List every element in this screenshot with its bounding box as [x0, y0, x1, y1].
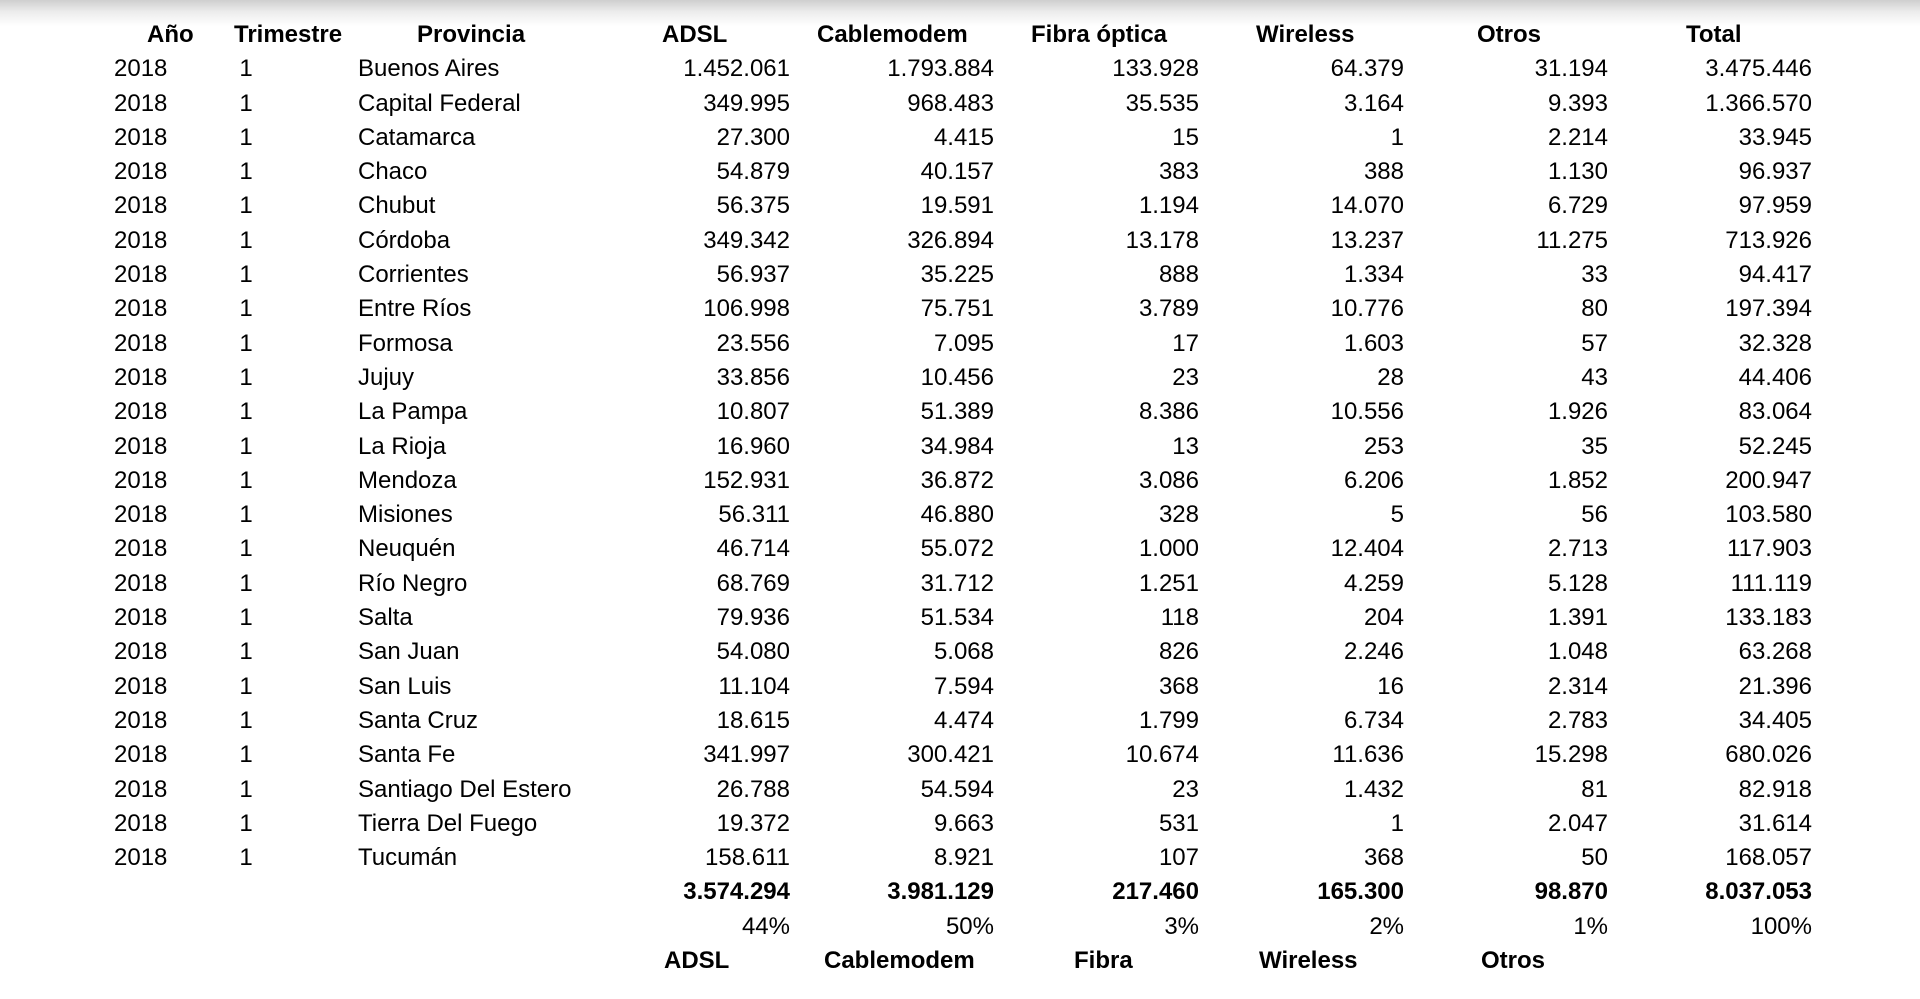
- cell-wireless: 2.246: [1343, 638, 1404, 666]
- cell-fibra: 17: [1172, 329, 1199, 357]
- cell-wireless: 6.206: [1343, 466, 1404, 494]
- cell-cablemodem: 7.095: [933, 329, 994, 357]
- table-row: [0, 52, 1920, 86]
- cell-total: 52.245: [1738, 432, 1812, 460]
- cell-trimestre: 1: [239, 569, 253, 597]
- cell-anio: 2018: [114, 123, 168, 151]
- total-wireless: 165.300: [1317, 878, 1404, 906]
- cell-otros: 43: [1581, 363, 1608, 391]
- cell-adsl: 341.997: [703, 741, 790, 769]
- cell-provincia: Mendoza: [358, 466, 457, 494]
- cell-wireless: 28: [1377, 363, 1404, 391]
- cell-provincia: Santiago Del Estero: [358, 775, 572, 803]
- cell-total: 83.064: [1738, 398, 1812, 426]
- cell-trimestre: 1: [239, 432, 253, 460]
- table-row: [0, 807, 1920, 841]
- cell-trimestre: 1: [239, 604, 253, 632]
- cell-otros: 35: [1581, 432, 1608, 460]
- cell-provincia: Chubut: [358, 192, 436, 220]
- cell-wireless: 204: [1363, 604, 1404, 632]
- cell-cablemodem: 51.534: [920, 604, 994, 632]
- table-row: [0, 258, 1920, 292]
- cell-fibra: 107: [1158, 844, 1199, 872]
- cell-anio: 2018: [114, 809, 168, 837]
- cell-otros: 2.783: [1547, 706, 1608, 734]
- cell-provincia: Salta: [358, 604, 413, 632]
- cell-total: 117.903: [1727, 535, 1812, 563]
- table-row: [0, 189, 1920, 223]
- cell-fibra: 3.789: [1138, 295, 1199, 323]
- total-fibra: 217.460: [1112, 878, 1199, 906]
- cell-otros: 2.314: [1547, 672, 1608, 700]
- cell-anio: 2018: [114, 741, 168, 769]
- table-row: [0, 567, 1920, 601]
- header-provincia: Provincia: [417, 21, 526, 48]
- cell-cablemodem: 31.712: [920, 569, 994, 597]
- header-fibra: Fibra óptica: [1031, 21, 1168, 48]
- cell-provincia: Córdoba: [358, 226, 451, 254]
- cell-cablemodem: 4.474: [933, 706, 994, 734]
- cell-cablemodem: 968.483: [907, 89, 994, 117]
- table-row: [0, 361, 1920, 395]
- cell-trimestre: 1: [239, 123, 253, 151]
- cell-adsl: 1.452.061: [683, 55, 790, 83]
- cell-trimestre: 1: [239, 295, 253, 323]
- cell-wireless: 1: [1390, 123, 1404, 151]
- cell-adsl: 158.611: [705, 844, 790, 872]
- cell-anio: 2018: [114, 192, 168, 220]
- cell-fibra: 1.194: [1138, 192, 1199, 220]
- cell-trimestre: 1: [239, 55, 253, 83]
- cell-cablemodem: 326.894: [907, 226, 994, 254]
- table-row: [0, 738, 1920, 772]
- cell-adsl: 19.372: [716, 809, 790, 837]
- cell-adsl: 54.879: [716, 158, 790, 186]
- table-row: [0, 464, 1920, 498]
- cell-total: 82.918: [1738, 775, 1812, 803]
- cell-wireless: 11.636: [1332, 741, 1404, 769]
- header-row: [0, 18, 1920, 52]
- cell-wireless: 1: [1390, 809, 1404, 837]
- cell-otros: 56: [1581, 501, 1608, 529]
- cell-total: 1.366.570: [1705, 89, 1812, 117]
- cell-adsl: 152.931: [703, 466, 790, 494]
- cell-trimestre: 1: [239, 672, 253, 700]
- cell-anio: 2018: [114, 158, 168, 186]
- cell-cablemodem: 54.594: [920, 775, 994, 803]
- cell-cablemodem: 7.594: [933, 672, 994, 700]
- cell-wireless: 3.164: [1343, 89, 1404, 117]
- table-row: [0, 532, 1920, 566]
- cell-provincia: Río Negro: [358, 569, 468, 597]
- cell-wireless: 5: [1390, 501, 1404, 529]
- cell-total: 133.183: [1725, 604, 1812, 632]
- footer-label-fibra: Fibra: [1074, 947, 1133, 975]
- cell-anio: 2018: [114, 89, 168, 117]
- cell-total: 680.026: [1725, 741, 1812, 769]
- cell-provincia: Tucumán: [358, 844, 458, 872]
- cell-anio: 2018: [114, 501, 168, 529]
- cell-provincia: Entre Ríos: [358, 295, 472, 323]
- cell-adsl: 106.998: [703, 295, 790, 323]
- cell-cablemodem: 1.793.884: [887, 55, 994, 83]
- cell-provincia: Capital Federal: [358, 89, 521, 117]
- cell-trimestre: 1: [239, 226, 253, 254]
- cell-otros: 50: [1581, 844, 1608, 872]
- cell-wireless: 368: [1363, 844, 1404, 872]
- cell-cablemodem: 19.591: [920, 192, 994, 220]
- header-total: Total: [1686, 21, 1742, 48]
- table-row: [0, 773, 1920, 807]
- cell-total: 21.396: [1738, 672, 1812, 700]
- table-row: [0, 121, 1920, 155]
- cell-otros: 2.047: [1547, 809, 1608, 837]
- cell-provincia: Formosa: [358, 329, 453, 357]
- pct-cablemodem: 50%: [945, 912, 994, 940]
- cell-adsl: 26.788: [716, 775, 790, 803]
- cell-total: 197.394: [1725, 295, 1812, 323]
- cell-otros: 2.713: [1547, 535, 1608, 563]
- cell-total: 32.328: [1738, 329, 1812, 357]
- cell-fibra: 1.799: [1138, 706, 1199, 734]
- cell-cablemodem: 46.880: [920, 501, 994, 529]
- cell-provincia: Tierra Del Fuego: [358, 809, 538, 837]
- cell-trimestre: 1: [239, 466, 253, 494]
- table-row: [0, 601, 1920, 635]
- cell-fibra: 328: [1158, 501, 1199, 529]
- cell-wireless: 12.404: [1330, 535, 1404, 563]
- cell-provincia: Neuquén: [358, 535, 456, 563]
- cell-anio: 2018: [114, 466, 168, 494]
- table-row: [0, 395, 1920, 429]
- cell-total: 63.268: [1738, 638, 1812, 666]
- header-wireless: Wireless: [1256, 21, 1355, 48]
- cell-fibra: 1.251: [1138, 569, 1199, 597]
- cell-wireless: 10.776: [1330, 295, 1404, 323]
- cell-fibra: 3.086: [1138, 466, 1199, 494]
- cell-adsl: 349.342: [703, 226, 790, 254]
- cell-trimestre: 1: [239, 706, 253, 734]
- cell-cablemodem: 4.415: [933, 123, 994, 151]
- footer-label-cablemodem: Cablemodem: [824, 947, 975, 975]
- cell-cablemodem: 55.072: [920, 535, 994, 563]
- cell-cablemodem: 40.157: [920, 158, 994, 186]
- cell-adsl: 27.300: [716, 123, 790, 151]
- cell-fibra: 23: [1172, 775, 1199, 803]
- cell-anio: 2018: [114, 329, 168, 357]
- cell-otros: 57: [1581, 329, 1608, 357]
- cell-adsl: 54.080: [716, 638, 790, 666]
- cell-otros: 6.729: [1547, 192, 1608, 220]
- cell-fibra: 23: [1172, 363, 1199, 391]
- cell-total: 168.057: [1725, 844, 1812, 872]
- cell-fibra: 13: [1172, 432, 1199, 460]
- cell-trimestre: 1: [239, 89, 253, 117]
- cell-anio: 2018: [114, 638, 168, 666]
- header-adsl: ADSL: [662, 21, 728, 48]
- header-otros: Otros: [1477, 21, 1542, 48]
- cell-fibra: 826: [1158, 638, 1199, 666]
- cell-adsl: 46.714: [716, 535, 790, 563]
- cell-otros: 33: [1581, 261, 1608, 289]
- cell-cablemodem: 35.225: [920, 261, 994, 289]
- cell-adsl: 349.995: [703, 89, 790, 117]
- cell-wireless: 1.603: [1343, 329, 1404, 357]
- cell-adsl: 10.807: [716, 398, 790, 426]
- cell-provincia: Jujuy: [358, 363, 415, 391]
- cell-total: 44.406: [1738, 363, 1812, 391]
- cell-otros: 1.926: [1547, 398, 1608, 426]
- cell-provincia: San Luis: [358, 672, 452, 700]
- percentages-row: [0, 910, 1920, 944]
- cell-adsl: 56.937: [716, 261, 790, 289]
- cell-trimestre: 1: [239, 809, 253, 837]
- cell-anio: 2018: [114, 295, 168, 323]
- cell-wireless: 6.734: [1343, 706, 1404, 734]
- cell-otros: 81: [1581, 775, 1608, 803]
- pct-wireless: 2%: [1369, 912, 1404, 940]
- cell-anio: 2018: [114, 844, 168, 872]
- cell-anio: 2018: [114, 706, 168, 734]
- cell-fibra: 888: [1158, 261, 1199, 289]
- cell-fibra: 368: [1158, 672, 1199, 700]
- cell-cablemodem: 34.984: [920, 432, 994, 460]
- cell-trimestre: 1: [239, 741, 253, 769]
- footer-label-wireless: Wireless: [1259, 947, 1358, 975]
- cell-wireless: 4.259: [1343, 569, 1404, 597]
- cell-anio: 2018: [114, 432, 168, 460]
- pct-otros: 1%: [1573, 912, 1608, 940]
- cell-fibra: 15: [1172, 123, 1199, 151]
- cell-provincia: La Rioja: [358, 432, 447, 460]
- cell-wireless: 253: [1363, 432, 1404, 460]
- totals-row: [0, 875, 1920, 909]
- cell-fibra: 1.000: [1138, 535, 1199, 563]
- cell-fibra: 13.178: [1125, 226, 1199, 254]
- cell-trimestre: 1: [239, 192, 253, 220]
- cell-provincia: Catamarca: [358, 123, 476, 151]
- table-row: [0, 704, 1920, 738]
- cell-provincia: San Juan: [358, 638, 460, 666]
- cell-wireless: 1.432: [1343, 775, 1404, 803]
- cell-otros: 1.852: [1547, 466, 1608, 494]
- table-row: [0, 292, 1920, 326]
- cell-provincia: Chaco: [358, 158, 428, 186]
- cell-cablemodem: 10.456: [920, 363, 994, 391]
- cell-wireless: 1.334: [1343, 261, 1404, 289]
- cell-total: 103.580: [1725, 501, 1812, 529]
- cell-total: 96.937: [1738, 158, 1812, 186]
- cell-fibra: 531: [1158, 809, 1199, 837]
- table-row: [0, 327, 1920, 361]
- pct-adsl: 44%: [741, 912, 790, 940]
- cell-trimestre: 1: [239, 158, 253, 186]
- cell-trimestre: 1: [239, 535, 253, 563]
- cell-anio: 2018: [114, 535, 168, 563]
- cell-fibra: 383: [1158, 158, 1199, 186]
- spreadsheet-table: [0, 18, 1920, 978]
- cell-otros: 15.298: [1534, 741, 1608, 769]
- cell-anio: 2018: [114, 261, 168, 289]
- cell-wireless: 14.070: [1330, 192, 1404, 220]
- cell-adsl: 16.960: [716, 432, 790, 460]
- cell-otros: 2.214: [1547, 123, 1608, 151]
- cell-total: 94.417: [1738, 261, 1812, 289]
- cell-total: 34.405: [1738, 706, 1812, 734]
- table-row: [0, 430, 1920, 464]
- cell-otros: 5.128: [1547, 569, 1608, 597]
- footer-label-adsl: ADSL: [664, 947, 730, 975]
- cell-adsl: 11.104: [718, 672, 790, 700]
- cell-wireless: 13.237: [1330, 226, 1404, 254]
- header-anio: Año: [147, 21, 194, 48]
- table-row: [0, 498, 1920, 532]
- cell-wireless: 388: [1363, 158, 1404, 186]
- cell-fibra: 10.674: [1125, 741, 1199, 769]
- cell-total: 713.926: [1725, 226, 1812, 254]
- cell-adsl: 18.615: [716, 706, 790, 734]
- cell-adsl: 23.556: [716, 329, 790, 357]
- cell-anio: 2018: [114, 363, 168, 391]
- cell-adsl: 33.856: [716, 363, 790, 391]
- cell-cablemodem: 51.389: [920, 398, 994, 426]
- cell-trimestre: 1: [239, 329, 253, 357]
- cell-cablemodem: 75.751: [920, 295, 994, 323]
- cell-cablemodem: 9.663: [933, 809, 994, 837]
- cell-trimestre: 1: [239, 398, 253, 426]
- cell-cablemodem: 5.068: [933, 638, 994, 666]
- cell-otros: 9.393: [1547, 89, 1608, 117]
- table-row: [0, 224, 1920, 258]
- cell-otros: 1.391: [1547, 604, 1608, 632]
- cell-anio: 2018: [114, 226, 168, 254]
- footer-labels-row: [0, 944, 1920, 978]
- table-row: [0, 841, 1920, 875]
- cell-anio: 2018: [114, 398, 168, 426]
- total-total: 8.037.053: [1705, 878, 1812, 906]
- cell-provincia: Corrientes: [358, 261, 469, 289]
- cell-adsl: 56.375: [716, 192, 790, 220]
- cell-anio: 2018: [114, 55, 168, 83]
- total-adsl: 3.574.294: [683, 878, 790, 906]
- cell-total: 111.119: [1730, 569, 1812, 597]
- cell-provincia: La Pampa: [358, 398, 468, 426]
- table-row: [0, 87, 1920, 121]
- cell-fibra: 118: [1160, 604, 1199, 632]
- cell-total: 97.959: [1738, 192, 1812, 220]
- cell-otros: 80: [1581, 295, 1608, 323]
- cell-anio: 2018: [114, 569, 168, 597]
- cell-provincia: Santa Fe: [358, 741, 456, 769]
- cell-anio: 2018: [114, 672, 168, 700]
- cell-fibra: 8.386: [1138, 398, 1199, 426]
- cell-otros: 31.194: [1534, 55, 1608, 83]
- cell-otros: 1.048: [1547, 638, 1608, 666]
- cell-total: 33.945: [1738, 123, 1812, 151]
- cell-fibra: 133.928: [1112, 55, 1199, 83]
- pct-total: 100%: [1750, 912, 1812, 940]
- table-row: [0, 155, 1920, 189]
- cell-total: 200.947: [1725, 466, 1812, 494]
- cell-total: 3.475.446: [1705, 55, 1812, 83]
- cell-trimestre: 1: [239, 775, 253, 803]
- cell-trimestre: 1: [239, 501, 253, 529]
- total-cablemodem: 3.981.129: [887, 878, 994, 906]
- cell-cablemodem: 300.421: [907, 741, 994, 769]
- pct-fibra: 3%: [1164, 912, 1199, 940]
- cell-cablemodem: 36.872: [920, 466, 994, 494]
- cell-trimestre: 1: [239, 261, 253, 289]
- total-otros: 98.870: [1534, 878, 1608, 906]
- cell-adsl: 56.311: [718, 501, 790, 529]
- cell-total: 31.614: [1738, 809, 1812, 837]
- cell-trimestre: 1: [239, 638, 253, 666]
- cell-wireless: 64.379: [1330, 55, 1404, 83]
- table-row: [0, 670, 1920, 704]
- header-trimestre: Trimestre: [234, 21, 343, 48]
- table-row: [0, 635, 1920, 669]
- cell-trimestre: 1: [239, 363, 253, 391]
- cell-wireless: 10.556: [1330, 398, 1404, 426]
- cell-cablemodem: 8.921: [933, 844, 994, 872]
- header-cablemodem: Cablemodem: [817, 21, 968, 48]
- cell-wireless: 16: [1377, 672, 1404, 700]
- cell-fibra: 35.535: [1125, 89, 1199, 117]
- cell-anio: 2018: [114, 604, 168, 632]
- cell-provincia: Buenos Aires: [358, 55, 500, 83]
- cell-trimestre: 1: [239, 844, 253, 872]
- cell-adsl: 68.769: [716, 569, 790, 597]
- cell-provincia: Misiones: [358, 501, 453, 529]
- cell-provincia: Santa Cruz: [358, 706, 479, 734]
- cell-otros: 11.275: [1536, 226, 1608, 254]
- footer-label-otros: Otros: [1481, 947, 1546, 975]
- cell-otros: 1.130: [1547, 158, 1608, 186]
- cell-adsl: 79.936: [716, 604, 790, 632]
- cell-anio: 2018: [114, 775, 168, 803]
